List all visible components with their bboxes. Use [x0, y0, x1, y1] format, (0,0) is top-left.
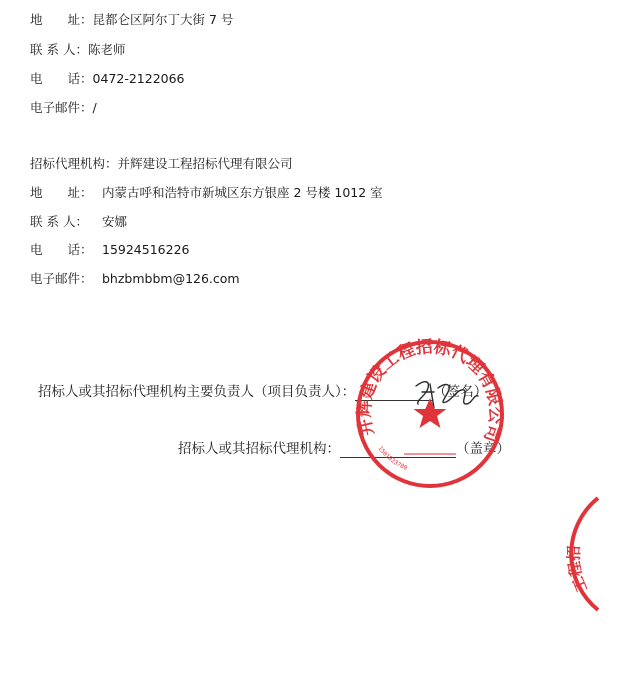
contact-label: 联 系 人： [30, 42, 88, 57]
contact-label: 联 系 人： [30, 214, 88, 229]
agency-email: bhzbmbbm@126.com [102, 271, 240, 286]
agency-name-label: 招标代理机构： [30, 156, 118, 171]
company-seal [350, 334, 510, 494]
agency-contact-line [30, 214, 127, 230]
seal-ring-text: 并辉建设工程招标代理有限公司 [354, 337, 506, 445]
tenderer-phone-line [30, 71, 185, 87]
agency-address-line [30, 185, 383, 201]
agency-address: 内蒙古呼和浩特市新城区东方银座 2 号楼 1012 室 [102, 185, 383, 200]
agency-phone-line [30, 242, 189, 258]
principal-suffix: （签名） [433, 384, 488, 400]
agency-email-line [30, 271, 240, 287]
tenderer-email: / [92, 100, 97, 115]
tenderer-contact-line [30, 42, 125, 58]
tenderer-phone: 0472-2122066 [92, 71, 185, 86]
tenderer-email-line [30, 100, 97, 116]
address-label: 地 址： [30, 12, 93, 27]
tenderer-contact: 陈老师 [87, 42, 126, 57]
phone-label: 电 话： [30, 71, 93, 86]
agency-name-line [30, 156, 293, 172]
org-suffix: （盖章） [456, 441, 510, 457]
email-label: 电子邮件： [30, 271, 93, 286]
tenderer-address: 昆都仑区阿尔丁大街 7 号 [92, 12, 234, 27]
tenderer-address-line [30, 12, 233, 28]
phone-label: 电 话： [30, 242, 93, 257]
address-label: 地 址： [30, 185, 93, 200]
seal-star-icon [414, 398, 447, 428]
agency-contact: 安娜 [102, 214, 128, 229]
seal-number: 1501023780 [376, 445, 409, 472]
email-label: 电子邮件： [30, 100, 93, 115]
principal-label: 招标人或其招标代理机构主要负责人（项目负责人）： [38, 384, 356, 400]
org-label: 招标人或其招标代理机构： [178, 441, 340, 457]
agency-phone: 15924516226 [102, 242, 190, 257]
partial-seal [564, 494, 634, 614]
agency-name: 并辉建设工程招标代理有限公司 [117, 156, 293, 171]
partial-seal-text: 工程招 [564, 545, 592, 595]
